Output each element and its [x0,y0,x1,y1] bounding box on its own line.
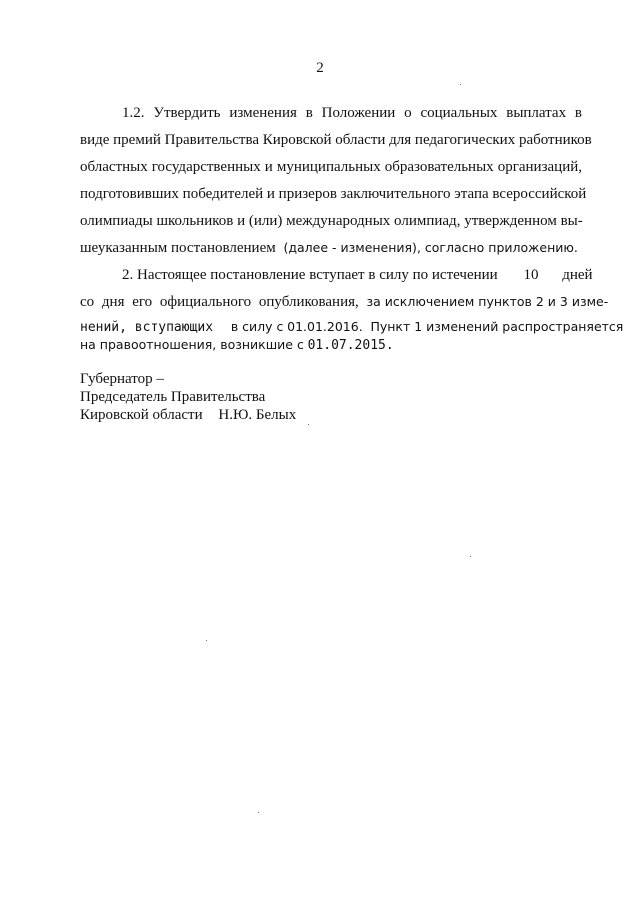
paragraph-1-line-1: 1.2. Утвердить изменения в Положении о социальных выплатах в [122,105,582,121]
signature-title-line-2: Председатель Правительства [80,389,266,405]
page-number: 2 [316,60,324,76]
scan-speck [460,84,461,85]
retroactive-date: 01.07.2015. [307,338,394,353]
scan-speck [470,556,471,557]
paragraph-2-line-3-inserted-text: Пункт 1 изменений распространяется [370,319,624,334]
paragraph-2-line-2-inserted-text: за исключением пунктов 2 и 3 изме- [366,294,609,309]
paragraph-2-line-4 [80,336,582,355]
paragraph-2-line-2 [80,293,609,311]
scan-speck [206,640,207,641]
paragraph-1-line-5: олимпиады школьников и (или) международных олимпиад, утвержденном вы- [80,213,583,229]
paragraph-1-line-6-inserted-text: (далее - изменения), согласно приложению. [283,240,578,255]
scan-speck [258,812,259,813]
signature-region: Кировской области [80,407,203,423]
paragraph-1-line-4: подготовивших победителей и призеров заключительного этапа всероссийской [80,186,587,202]
effective-date: 01.01.2016. [287,319,363,334]
days-value: 10 [523,267,539,283]
paragraph-2-line-1-text: 2. Настоящее постановление вступает в силу по истечении [122,267,498,283]
paragraph-2-line-3 [80,318,624,337]
paragraph-2-line-3-text: нений, вступающих [80,320,214,335]
paragraph-2-line-2-text: со дня его официального опубликования, [80,294,359,310]
paragraph-1-line-6-text: шеуказанным постановлением [80,240,276,256]
paragraph-1-line-2: виде премий Правительства Кировской области для педагогических работников [80,132,592,148]
scan-speck [308,424,309,425]
signature-title-line-3 [80,406,296,424]
days-unit: дней [562,267,593,283]
paragraph-2-line-1 [80,266,593,284]
paragraph-1-line-3: областных государственных и муниципальных образовательных организаций, [80,159,582,175]
paragraph-2-line-4-text: на правоотношения, возникшие с [80,337,304,352]
paragraph-1-line-6 [80,239,582,257]
signatory-name: Н.Ю. Белых [218,407,297,423]
signature-title-line-1: Губернатор – [80,371,164,387]
effective-date-prefix: в силу с [230,319,284,334]
